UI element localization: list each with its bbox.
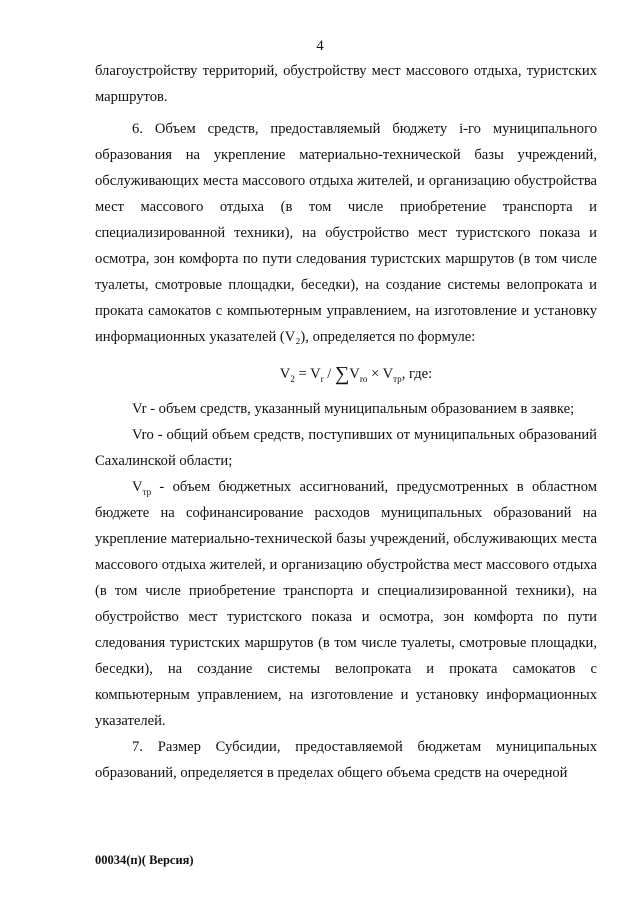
vtp-subscript: тр <box>142 486 152 497</box>
document-footer: 00034(п)( Версия) <box>95 853 194 867</box>
paragraph-6: 6. Объем средств, предоставляемый бюджету i-го муниципального образования на укрепление материально-технической базы учреждений, обслуживающих места массового отдыха жителей, и организацию обустройства мест массового отдыха (в том числе приобретение транспорта и специализированной техники), на обустройство мест туристского показа и осмотра, зон комфорта по пути следования туристских маршрутов (в том числе туалеты, смотровые площадки, беседки), на создание системы велопроката и проката самокатов с компьютерным управлением, на изготовление и установку информационных указателей (V₂), определяется по формуле: <box>95 121 597 345</box>
sum-symbol: ∑ <box>335 363 350 385</box>
page-number: 4 <box>316 38 324 54</box>
formula-v: V <box>279 366 291 382</box>
paragraph-7: 7. Размер Субсидии, предоставляемой бюджетам муниципальных образований, определяется в пределах общего объема средств на очередной <box>95 739 597 781</box>
document-body <box>95 58 597 786</box>
definition-vtp <box>95 474 597 734</box>
formula-times: × V <box>367 366 394 382</box>
vtp-symbol: V <box>132 479 143 495</box>
formula-slash: / <box>323 366 336 382</box>
formula-sub-ro: ro <box>359 373 368 384</box>
formula <box>95 360 597 388</box>
definition-vr: Vr - объем средств, указанный муниципальным образованием в заявке; <box>132 401 575 417</box>
formula-sub-tp: тр <box>393 373 402 384</box>
formula-sub-2: 2 <box>290 373 295 384</box>
vtp-text: - объем бюджетных ассигнований, предусмотренных в областном бюджете на софинансирование расходов муниципальных образований на укрепление материально-технической базы учреждений, обслуживающих места массового отдыха жителей, и организацию обустройства мест массового отдыха (в том числе приобретение транспорта и специализированной техники), на обустройство мест туристского показа и осмотра, зон комфорта по пути следования туристских маршрутов (в том числе туалеты, смотровые площадки, беседки), на создание системы велопроката и проката самокатов с компьютерным управлением, на изготовление и установку информационных указателей. <box>95 479 597 729</box>
formula-v-ro: V <box>349 366 360 382</box>
paragraph-continuation: благоустройству территорий, обустройству мест массового отдыха, туристских маршрутов. <box>95 63 597 105</box>
definition-vro: Vro - общий объем средств, поступивших от муниципальных образований Сахалинской области; <box>95 427 597 469</box>
formula-eq: = V <box>294 366 321 382</box>
formula-tail: , где: <box>401 366 433 382</box>
formula-sub-r: r <box>320 373 324 384</box>
